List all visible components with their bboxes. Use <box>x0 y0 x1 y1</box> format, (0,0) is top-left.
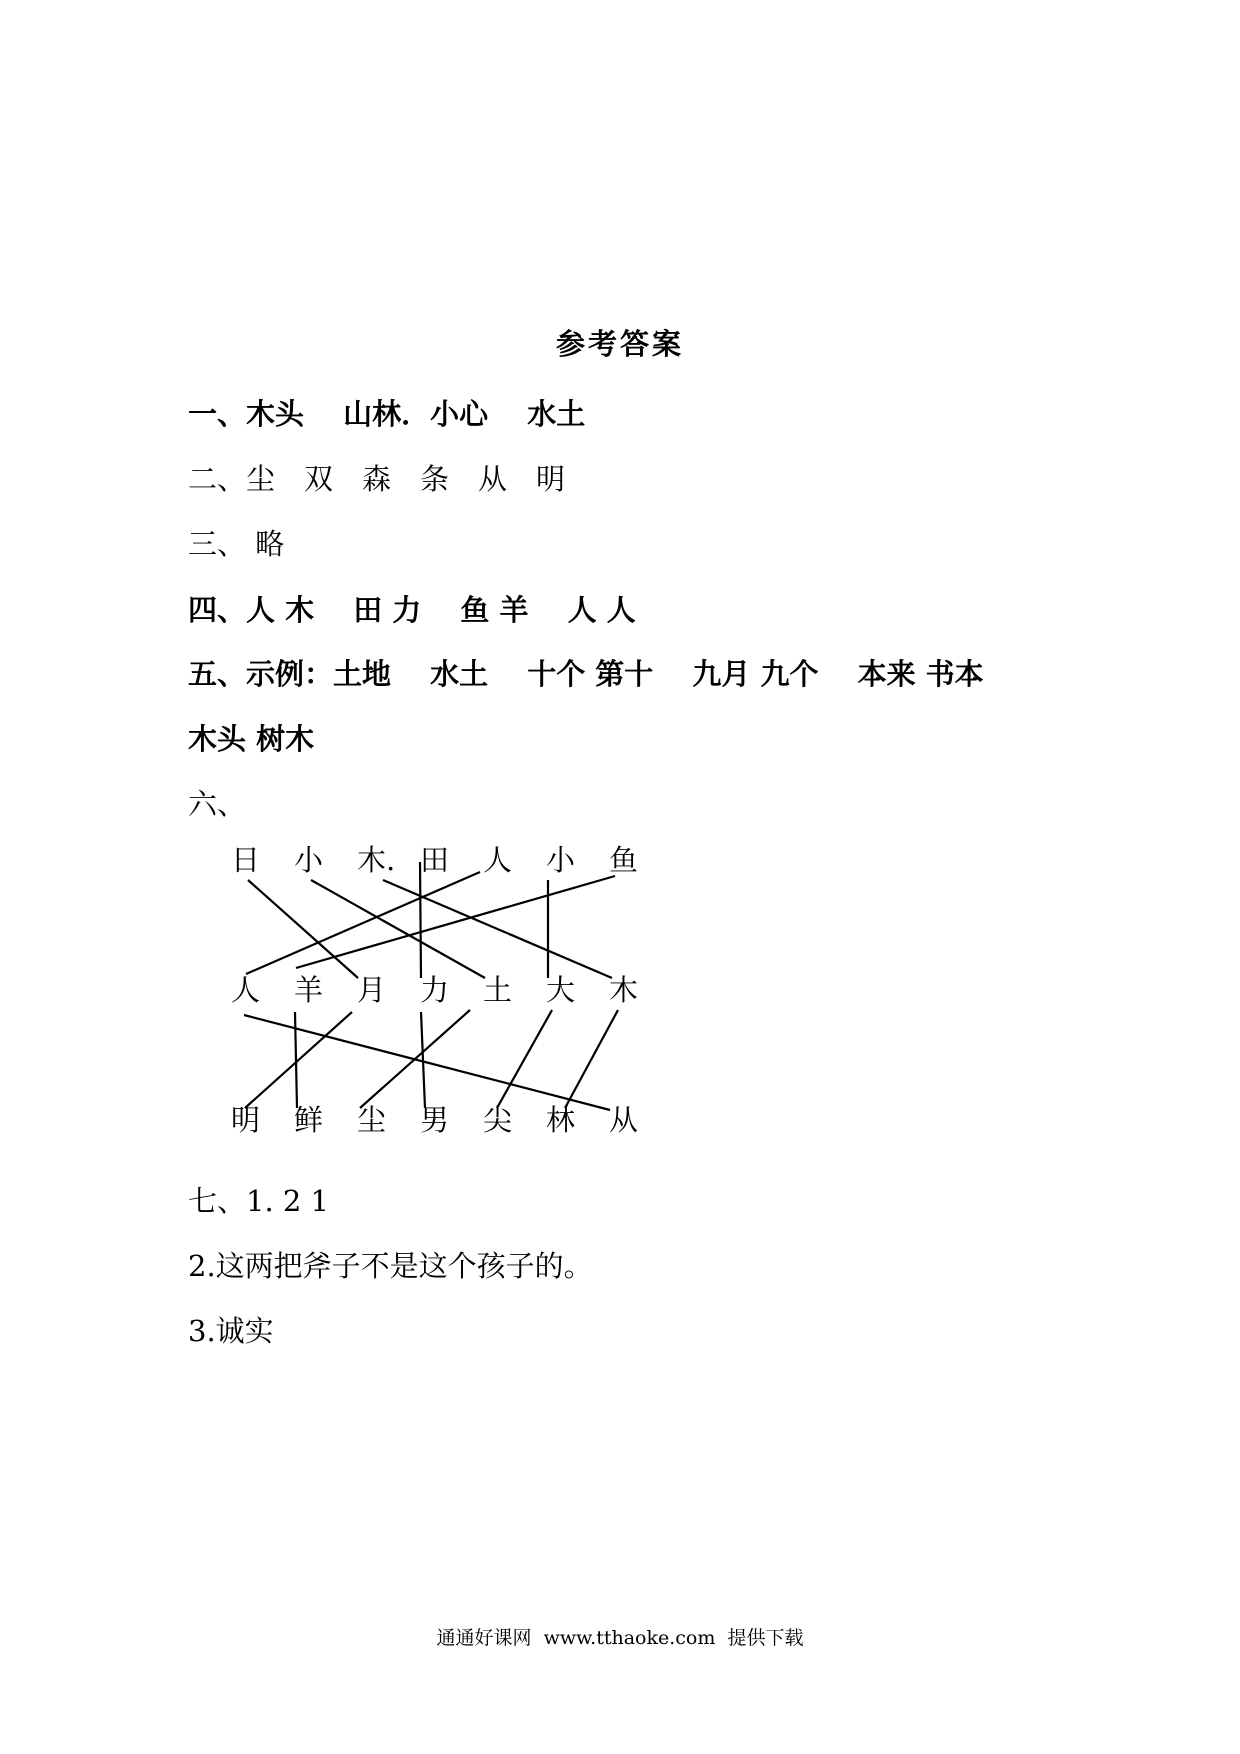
page-title: 参考答案 <box>555 327 684 361</box>
row1-char: 人 <box>483 843 513 877</box>
row2-char: 土 <box>483 973 513 1007</box>
answer-7-1: 七、1. 2 1 <box>188 1184 330 1218</box>
match-line <box>244 1015 610 1110</box>
match-line <box>245 1012 352 1108</box>
row3-char: 男 <box>420 1103 450 1137</box>
match-line <box>296 876 615 968</box>
row1-char: 木. <box>357 843 396 877</box>
answer-5-line-1: 五、示例：土地 水土 十个 第十 九月 九个 本来 书本 <box>188 657 984 691</box>
answer-5-line-2: 木头 树木 <box>188 722 315 756</box>
row1-char: 田 <box>420 843 450 877</box>
match-line <box>248 880 358 978</box>
page-footer: 通通好课网 www.tthaoke.com 提供下载 <box>436 1627 804 1649</box>
row3-char: 明 <box>231 1103 261 1137</box>
match-line <box>360 1010 470 1108</box>
row1-char: 日 <box>231 843 261 877</box>
match-line <box>565 1010 618 1108</box>
row2-char: 人 <box>231 973 261 1007</box>
row2-char: 羊 <box>294 973 324 1007</box>
answer-7-3: 3.诚实 <box>188 1314 274 1348</box>
row2-char: 力 <box>420 973 450 1007</box>
row3-char: 林 <box>546 1103 576 1137</box>
row1-char: 鱼 <box>609 843 639 877</box>
answer-4: 四、人 木 田 力 鱼 羊 人 人 <box>188 593 636 627</box>
answer-1: 一、木头 山林．小心 水土 <box>188 397 586 431</box>
match-line <box>311 880 485 978</box>
row3-char: 尘 <box>357 1103 387 1137</box>
row2-char: 月 <box>357 973 387 1007</box>
match-line <box>420 862 421 978</box>
row2-char: 大 <box>546 973 576 1007</box>
row3-char: 鲜 <box>294 1103 324 1137</box>
match-line <box>246 872 480 974</box>
answer-3: 三、 略 <box>188 527 285 561</box>
row1-char: 小 <box>294 843 324 877</box>
answer-6: 六、 <box>188 787 247 821</box>
match-line <box>295 1012 297 1108</box>
row3-char: 尖 <box>483 1103 513 1137</box>
answer-7-2: 2.这两把斧子不是这个孩子的。 <box>188 1249 593 1283</box>
row2-char: 木 <box>609 973 639 1007</box>
match-line <box>383 880 612 978</box>
answer-2: 二、尘 双 森 条 从 明 <box>188 462 566 496</box>
row3-char: 从 <box>609 1103 639 1137</box>
row1-char: 小 <box>546 843 576 877</box>
